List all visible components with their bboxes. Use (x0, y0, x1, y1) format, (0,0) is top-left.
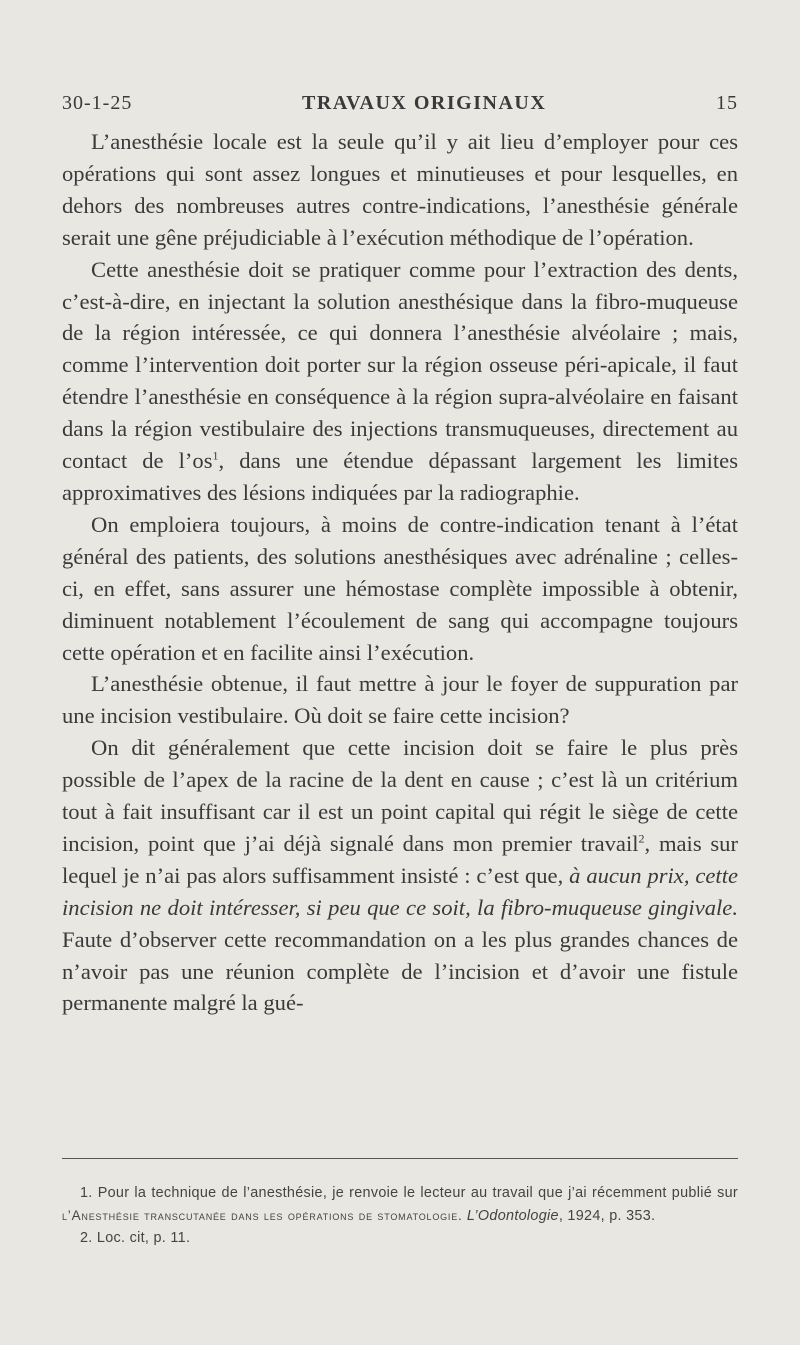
footnote-1-journal: L’Odontologie (466, 1207, 559, 1224)
paragraph-5-part-1: On dit généralement que cette incision doit se faire le plus près possible de l’apex de la racine de la dent en cause ; c’est là un critérium tout à fait insuffisant car il est un point capital qui régit le siège de cette incision, point que j’ai déjà signalé dans mon premier travail (62, 735, 738, 856)
footnote-divider (62, 1158, 738, 1159)
paragraph-2 (62, 254, 738, 509)
footnote-ref-1: 1 (212, 448, 219, 463)
paragraph-5 (62, 732, 738, 1019)
running-head (62, 92, 738, 120)
header-date: 30-1-25 (62, 92, 133, 114)
paragraph-5-italic: à aucun prix, cette incision ne doit intéresser, si peu que ce soit, la fibro-muqueuse gingivale. (62, 862, 738, 920)
paragraph-5-part-2: , mais sur lequel je n’ai pas alors suffisamment insisté : c’est que, (62, 830, 738, 888)
footnote-2-text: Loc. cit, p. 11. (96, 1230, 191, 1246)
footnote-1-rest: , 1924, p. 353. (558, 1207, 656, 1224)
footnote-ref-2: 2 (638, 831, 645, 846)
paragraph-1: L’anesthésie locale est la seule qu’il y ait lieu d’employer pour ces opérations qui sont assez longues et minutieuses et pour lesquelles, en dehors des nombreuses autres contre-indications, l’anesthésie générale serait une gêne préjudiciable à l’exécution méthodique de l’opération. (62, 129, 738, 250)
paragraph-2-part-1: Cette anesthésie doit se pratiquer comme pour l’extraction des dents, c’est-à-dire, en injectant la solution anesthésique dans la fibro-muqueuse de la région intéressée, ce qui donnera l’anesthésie alvéolaire ; mais, comme l’intervention doit porter sur la région osseuse péri-apicale, il faut étendre l’anesthésie en conséquence à la région supra-alvéolaire en faisant dans la région vestibulaire des injections transmuqueuses, directement au contact de l’os (62, 256, 738, 474)
paragraph-5-part-3: Faute d’observer cette recommandation on a les plus grandes chances de n’avoir pas une réunion complète de l’incision et d’avoir une fistule permanente malgré la gué- (62, 926, 738, 1016)
footnote-2 (62, 1227, 738, 1250)
header-title: TRAVAUX ORIGINAUX (302, 92, 547, 114)
footnote-2-number: 2. (80, 1230, 93, 1246)
footnote-1 (62, 1182, 738, 1227)
paragraph-4: L’anesthésie obtenue, il faut mettre à jour le foyer de suppuration par une incision vestibulaire. Où doit se faire cette incision? (62, 671, 738, 729)
page-number: 15 (715, 92, 738, 114)
paragraph-2-part-2: , dans une étendue dépassant largement les limites approximatives des lésions indiquées par la radiographie. (62, 448, 739, 505)
footnote-1-smallcaps: l’Anesthésie transcutanée dans les opérations de stomatologie. (62, 1207, 463, 1223)
footnotes (62, 1182, 738, 1250)
footnote-1-number: 1. (80, 1185, 93, 1201)
body-text (62, 126, 738, 1019)
paragraph-3: On emploiera toujours, à moins de contre-indication tenant à l’état général des patients, des solutions anesthésiques avec adrénaline ; celles-ci, en effet, sans assurer une hémostase complète impossible à obtenir, diminuent notablement l’écoulement de sang qui accompagne toujours cette opération et en facilite ainsi l’exécution. (62, 511, 738, 665)
footnote-1-text: Pour la technique de l’anesthésie, je renvoie le lecteur au travail que j’ai récemment publié sur (97, 1185, 738, 1201)
